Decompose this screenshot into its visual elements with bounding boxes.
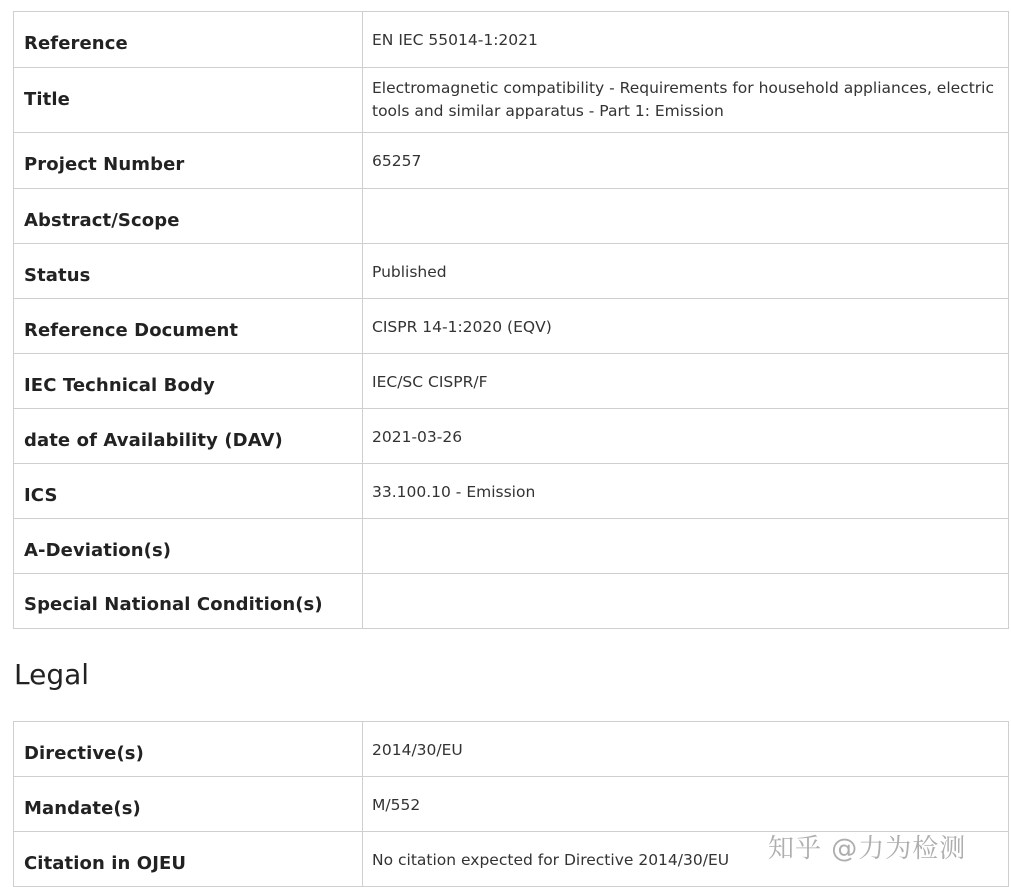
row-value: EN IEC 55014-1:2021 [363, 12, 1009, 68]
section-heading-legal: Legal [14, 658, 90, 691]
row-date-of-availability [14, 409, 1009, 464]
row-a-deviations [14, 519, 1009, 574]
row-value [363, 519, 1009, 574]
row-key: Reference [14, 12, 363, 68]
row-mandates [14, 777, 1009, 832]
row-value: Published [363, 244, 1009, 299]
row-key: Citation in OJEU [14, 832, 363, 887]
row-key: Special National Condition(s) [14, 574, 363, 629]
row-key: Project Number [14, 133, 363, 189]
row-value: M/552 [363, 777, 1009, 832]
row-key: Abstract/Scope [14, 189, 363, 244]
row-directives [14, 722, 1009, 777]
row-project-number [14, 133, 1009, 189]
row-value: CISPR 14-1:2020 (EQV) [363, 299, 1009, 354]
row-key: Reference Document [14, 299, 363, 354]
row-key: Title [14, 68, 363, 133]
row-value [363, 574, 1009, 629]
row-value: 65257 [363, 133, 1009, 189]
row-value [363, 189, 1009, 244]
row-value: 33.100.10 - Emission [363, 464, 1009, 519]
row-reference [14, 12, 1009, 68]
row-abstract-scope [14, 189, 1009, 244]
row-value: Electromagnetic compatibility - Requirements for household appliances, electric tools and similar apparatus - Part 1: Emission [363, 68, 1009, 133]
row-title [14, 68, 1009, 133]
watermark: 知乎 @力为检测 [768, 834, 967, 864]
row-key: Status [14, 244, 363, 299]
row-key: A-Deviation(s) [14, 519, 363, 574]
row-key: Directive(s) [14, 722, 363, 777]
row-status [14, 244, 1009, 299]
row-value: 2021-03-26 [363, 409, 1009, 464]
row-value: No citation expected for Directive 2014/30/EU [363, 832, 1009, 887]
row-key: IEC Technical Body [14, 354, 363, 409]
row-key: date of Availability (DAV) [14, 409, 363, 464]
details-table [13, 11, 1009, 629]
row-value: 2014/30/EU [363, 722, 1009, 777]
row-reference-document [14, 299, 1009, 354]
row-iec-technical-body [14, 354, 1009, 409]
row-special-national-conditions [14, 574, 1009, 629]
row-key: Mandate(s) [14, 777, 363, 832]
row-key: ICS [14, 464, 363, 519]
row-value: IEC/SC CISPR/F [363, 354, 1009, 409]
row-ics [14, 464, 1009, 519]
